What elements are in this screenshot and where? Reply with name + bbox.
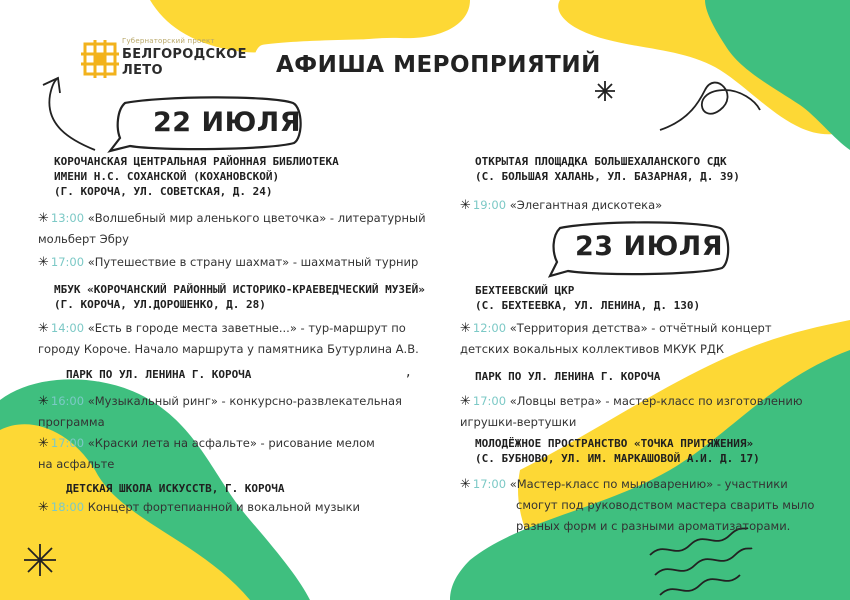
venue-youth-space-line1: МОЛОДЁЖНОЕ ПРОСТРАНСТВО «ТОЧКА ПРИТЯЖЕНИЯ» bbox=[475, 437, 754, 450]
green-blob-top-right bbox=[705, 0, 850, 150]
bullet-star-icon: ✳ bbox=[460, 321, 471, 336]
event-title: «Есть в городе места заветные...» - тур-маршрут по bbox=[84, 321, 406, 335]
venue-museum-line1: МБУК «КОРОЧАНСКИЙ РАЙОННЫЙ ИСТОРИКО-КРАЕВЕДЧЕСКИЙ МУЗЕЙ» bbox=[54, 283, 425, 296]
event-title-cont: городу Короче. Начало маршрута у памятника Бутурлина А.В. bbox=[38, 342, 419, 356]
venue-library-line2: ИМЕНИ Н.С. СОХАНСКОЙ (КОХАНОВСКОЙ) bbox=[54, 170, 280, 183]
burst-star-icon bbox=[24, 544, 56, 576]
venue-art-school: ДЕТСКАЯ ШКОЛА ИСКУССТВ, Г. КОРОЧА bbox=[66, 482, 285, 495]
event-title-cont: игрушки-вертушки bbox=[460, 415, 577, 429]
event-title: «Музыкальный ринг» - конкурсно-развлекательная bbox=[84, 394, 402, 408]
curved-arrow-icon bbox=[49, 78, 95, 150]
event-time: 14:00 bbox=[50, 321, 85, 335]
event-time: 19:00 bbox=[472, 198, 507, 212]
event-title: «Краски лета на асфальте» - рисование мелом bbox=[84, 436, 375, 450]
bullet-star-icon: ✳ bbox=[460, 198, 471, 213]
venue-park: ПАРК ПО УЛ. ЛЕНИНА Г. КОРОЧА bbox=[66, 368, 252, 381]
bullet-star-icon: ✳ bbox=[38, 394, 49, 409]
event-title-cont: разных форм и с разными ароматизаторами. bbox=[516, 519, 791, 533]
event-time: 13:00 bbox=[50, 211, 85, 225]
event-title-cont: на асфальте bbox=[38, 457, 115, 471]
bullet-star-icon: ✳ bbox=[38, 500, 49, 515]
event-time: 18:00 bbox=[50, 500, 85, 514]
date-heading-22: 22 ИЮЛЯ bbox=[153, 107, 301, 138]
bullet-star-icon: ✳ bbox=[460, 477, 471, 492]
event-title: «Волшебный мир аленького цветочка» - литературный bbox=[84, 211, 426, 225]
logo-subtitle: Губернаторский проект bbox=[122, 37, 215, 45]
event-time: 17:00 bbox=[50, 436, 85, 450]
venue-library-line1: КОРОЧАНСКАЯ ЦЕНТРАЛЬНАЯ РАЙОННАЯ БИБЛИОТЕКА bbox=[54, 155, 339, 168]
event-title-cont: программа bbox=[38, 415, 105, 429]
venue-ckr bbox=[475, 283, 700, 313]
bullet-star-icon: ✳ bbox=[38, 211, 49, 226]
burst-star-icon bbox=[595, 81, 615, 101]
venue-sdk bbox=[475, 154, 740, 184]
venue-ckr-line1: БЕХТЕЕВСКИЙ ЦКР bbox=[475, 284, 575, 297]
event-time: 17:00 bbox=[472, 477, 507, 491]
event-title: Концерт фортепианной и вокальной музыки bbox=[84, 500, 361, 514]
venue-sdk-address: (С. БОЛЬШАЯ ХАЛАНЬ, УЛ. БАЗАРНАЯ, Д. 39) bbox=[475, 170, 740, 183]
event-item bbox=[38, 252, 438, 273]
squiggle-icon bbox=[660, 83, 760, 130]
event-title: «Ловцы ветра» - мастер-класс по изготовлению bbox=[506, 394, 803, 408]
event-item bbox=[460, 391, 840, 433]
stray-comma: , bbox=[406, 364, 411, 380]
bullet-star-icon: ✳ bbox=[38, 321, 49, 336]
venue-sdk-line1: ОТКРЫТАЯ ПЛОЩАДКА БОЛЬШЕХАЛАНСКОГО СДК bbox=[475, 155, 727, 168]
event-time: 17:00 bbox=[50, 255, 85, 269]
event-title: «Мастер-класс по мыловарению» - участники bbox=[506, 477, 788, 491]
event-title-cont: смогут под руководством мастера сварить мыло bbox=[516, 498, 815, 512]
event-time: 16:00 bbox=[50, 394, 85, 408]
venue-library bbox=[54, 154, 339, 199]
event-item bbox=[38, 497, 438, 518]
bullet-star-icon: ✳ bbox=[38, 255, 49, 270]
date-heading-23: 23 ИЮЛЯ bbox=[575, 231, 723, 262]
venue-park-right: ПАРК ПО УЛ. ЛЕНИНА Г. КОРОЧА bbox=[475, 370, 661, 383]
event-title: «Территория детства» - отчётный концерт bbox=[506, 321, 772, 335]
venue-youth-space bbox=[475, 436, 760, 466]
event-title: «Элегантная дискотека» bbox=[506, 198, 663, 212]
event-item bbox=[460, 318, 840, 360]
page-title: АФИША МЕРОПРИЯТИЙ bbox=[276, 52, 601, 78]
event-item bbox=[38, 433, 438, 475]
event-item bbox=[38, 208, 438, 250]
venue-museum bbox=[54, 282, 425, 312]
bullet-star-icon: ✳ bbox=[460, 394, 471, 409]
event-item bbox=[460, 195, 830, 216]
bullet-star-icon: ✳ bbox=[38, 436, 49, 451]
event-title: «Путешествие в страну шахмат» - шахматный турнир bbox=[84, 255, 419, 269]
venue-youth-space-address: (С. БУБНОВО, УЛ. ИМ. МАРКАШОВОЙ А.И. Д. 17) bbox=[475, 452, 760, 465]
event-item bbox=[38, 318, 438, 360]
logo-name-line2: ЛЕТО bbox=[122, 63, 163, 78]
event-time: 17:00 bbox=[472, 394, 507, 408]
venue-library-address: (Г. КОРОЧА, УЛ. СОВЕТСКАЯ, Д. 24) bbox=[54, 185, 273, 198]
event-item bbox=[38, 391, 438, 433]
logo-name-line1: БЕЛГОРОДСКОЕ bbox=[122, 47, 247, 62]
event-title-cont: мольберт Эбру bbox=[38, 232, 129, 246]
event-time: 12:00 bbox=[472, 321, 507, 335]
event-item bbox=[460, 474, 840, 537]
event-title-cont: детских вокальных коллективов МКУК РДК bbox=[460, 342, 725, 356]
venue-ckr-address: (С. БЕХТЕЕВКА, УЛ. ЛЕНИНА, Д. 130) bbox=[475, 299, 701, 312]
venue-museum-address: (Г. КОРОЧА, УЛ.ДОРОШЕНКО, Д. 28) bbox=[54, 298, 266, 311]
